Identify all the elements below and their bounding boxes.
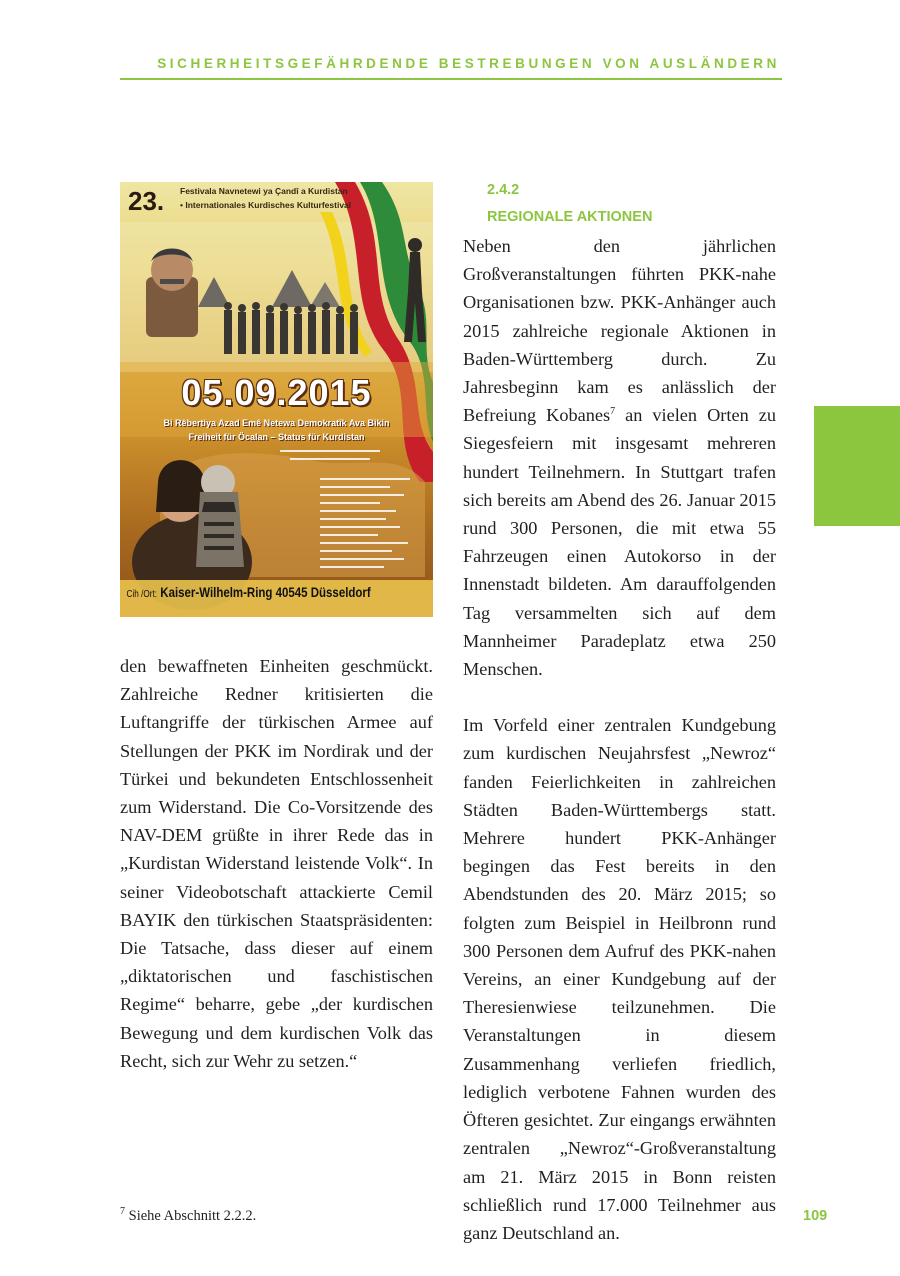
festival-poster-image: [120, 182, 433, 617]
right-text-column: [463, 232, 776, 1247]
page-number: 109: [803, 1208, 828, 1224]
poster-location-address: Kaiser-Wilhelm-Ring 40545 Düsseldorf: [160, 584, 371, 600]
footnote-reference: 7: [610, 406, 616, 418]
header-rule: [120, 78, 782, 80]
paragraph-regional-actions: [463, 232, 776, 683]
paragraph-continuation: den bewaffneten Einheiten geschmückt. Zahlreiche Redner kritisierten die Luftangriffe der türkischen Armee auf Stellungen der PKK im Nordirak und der Türkei und bekundeten Entschlossenheit zum Widerstand. Die Co-Vorsitzende des NAV-DEM grüßte in ihrer Rede das in „Kurdistan Widerstand leistende Volk“. In seiner Videobotschaft attackierte Cemil BAYIK den türkischen Staatspräsidenten: Die Tatsache, dass dieser auf einem „diktatorischen und faschistischen Regime“ beharre, gebe „der kurdischen Bewegung und dem kurdischen Volk das Recht, sich zur Wehr zu setzen.“: [120, 656, 433, 1071]
poster-subtitle-german: Freiheit für Öcalan – Status für Kurdistan: [188, 432, 365, 442]
poster-title-line1: Festivala Navnetewi ya Çandî a Kurdistan: [180, 186, 348, 196]
footnote-text: Siehe Abschnitt 2.2.2.: [125, 1208, 257, 1224]
poster-festival-number: 23.: [128, 186, 165, 216]
paragraph-text: Neben den jährlichen Großveranstaltungen führten PKK-nahe Organisationen bzw. PKK-Anhänger auch 2015 zahlreiche regionale Aktionen in Baden-Württemberg durch. Zu Jahresbeginn kam es anlässlich der Befreiung Kobanes: [463, 236, 776, 426]
poster-date: 05.09.2015: [181, 372, 372, 413]
paragraph-newroz: Im Vorfeld einer zentralen Kundgebung zum kurdischen Neujahrsfest „Newroz“ fanden Feierlichkeiten in zahlreichen Städten Baden-Württembergs statt. Mehrere hundert PKK-Anhänger begingen das Fest bereits in den Abendstunden des 20. März 2015; so folgten zum Beispiel in Heilbronn rund 300 Personen dem Aufruf des PKK-nahen Vereins, an einer Kundgebung auf der Theresienwiese teilzunehmen. Die Veranstaltungen in diesem Zusammenhang verliefen friedlich, lediglich verbotene Fahnen wurden des Öfteren gesichtet. Zur eingangs erwähnten zentralen „Newroz“-Großveranstaltung am 21. März 2015 in Bonn reisten schließlich rund 17.000 Teilnehmer aus ganz Deutschland an.: [463, 715, 776, 1243]
section-number: 2.4.2: [487, 182, 520, 198]
section-title: REGIONALE AKTIONEN: [487, 209, 653, 225]
poster-location-label: Cih /Ort:: [126, 589, 158, 600]
left-text-column: [120, 652, 433, 1075]
footnote-marker: 7: [120, 1206, 125, 1218]
poster-location: [120, 584, 383, 600]
poster-subtitle-kurdish: Bi Rêbertiya Azad Emê Netewa Demokratîk Ava Bikin: [163, 418, 390, 428]
chapter-side-tab: [814, 406, 900, 526]
running-head: SICHERHEITSGEFÄHRDENDE BESTREBUNGEN VON AUSLÄNDERN: [157, 56, 780, 71]
poster-title-line2: • Internationales Kurdisches Kulturfestival: [180, 200, 352, 210]
footnote: [120, 1208, 256, 1225]
portrait: [146, 249, 198, 338]
paragraph-text: an vielen Orten zu Siegesfeiern mit insgesamt mehreren hundert Teilnehmern. In Stuttgart trafen sich bereits am Abend des 26. Januar 2015 rund 300 Personen, die mit etwa 55 Fahrzeugen einen Autokorso in der Innenstadt bildeten. Am darauffolgenden Tag versammelten sich auf dem Mannheimer Paradeplatz etwa 250 Menschen.: [463, 405, 776, 680]
